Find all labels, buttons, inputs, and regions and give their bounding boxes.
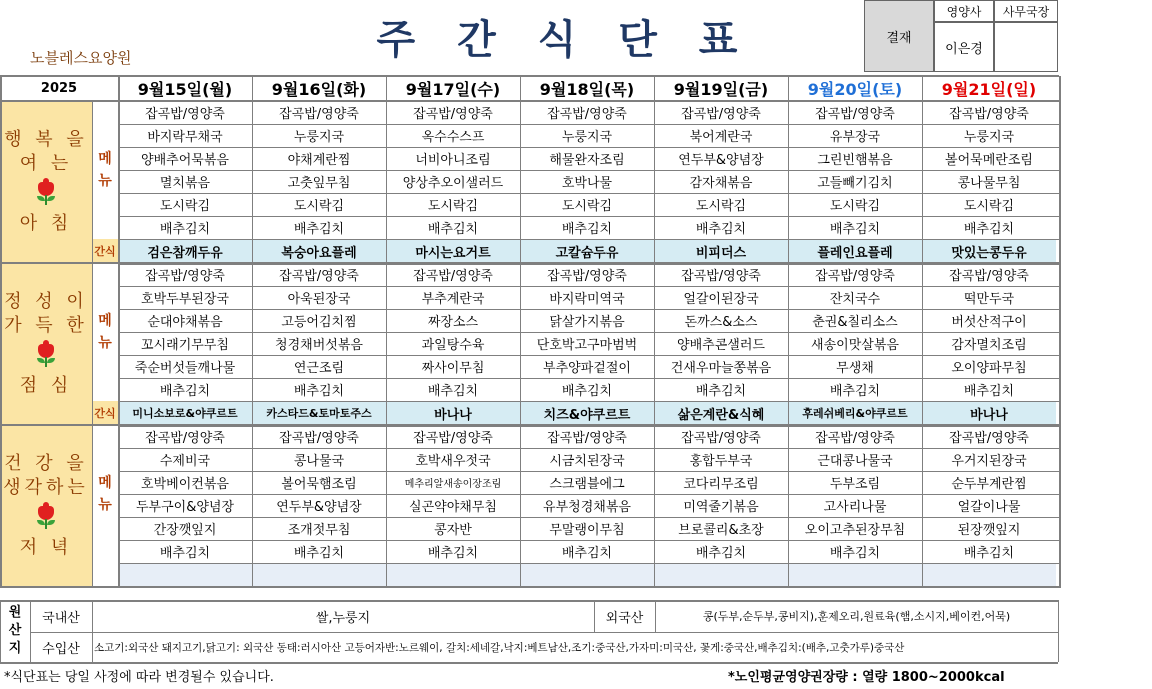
menu-cell: 배추김치 <box>829 222 881 237</box>
menu-cell: 브로콜리&초장 <box>678 523 764 538</box>
snack-cell: 검은참깨두유 <box>118 239 252 263</box>
snack-label: 간식 <box>92 401 118 425</box>
menu-cell: 도시락김 <box>427 199 479 214</box>
menu-cell: 우거지된장국 <box>951 454 1027 469</box>
side-text: 가 득 한 <box>4 315 88 336</box>
menu-cell: 두부구이&양념장 <box>135 500 235 515</box>
day-header: 9월20일(토) <box>807 80 903 99</box>
menu-cell: 호박새우젓국 <box>415 454 491 469</box>
vline <box>252 76 253 588</box>
menu-cell: 춘권&칠리소스 <box>812 315 898 330</box>
approval-signer-2 <box>994 22 1058 72</box>
snack-cell: 마시는요거트 <box>386 239 520 263</box>
menu-cell: 야채계란찜 <box>287 153 351 168</box>
snack-cell: 치즈&야쿠르트 <box>520 401 654 425</box>
snack-cell <box>520 563 654 586</box>
menu-cell: 고들빼기김치 <box>817 176 893 191</box>
snack-cell <box>118 563 252 586</box>
menu-cell: 잡곡밥/영양죽 <box>681 431 761 446</box>
menu-cell: 배추김치 <box>561 222 613 237</box>
domestic-value: 쌀,누룽지 <box>315 610 371 626</box>
menu-cell: 볼어묵햄조림 <box>281 477 357 492</box>
menu-cell: 닭살가지볶음 <box>549 315 625 330</box>
menu-cell: 오이양파무침 <box>951 361 1027 376</box>
menu-label-text: 메뉴 <box>98 475 112 513</box>
menu-cell: 근대콩나물국 <box>817 454 893 469</box>
menu-cell: 무말랭이무침 <box>549 523 625 538</box>
block-top-line <box>0 262 1059 264</box>
menu-cell: 단호박고구마범벅 <box>536 338 638 353</box>
origin-title-text: 원산지 <box>8 605 22 656</box>
side-text: 생각하는 <box>3 476 89 498</box>
menu-cell: 잡곡밥/영양죽 <box>279 431 359 446</box>
menu-label-text: 메뉴 <box>98 313 112 351</box>
menu-cell: 해물완자조림 <box>549 153 625 168</box>
menu-cell: 잡곡밥/영양죽 <box>949 269 1029 284</box>
menu-cell: 배추김치 <box>427 384 479 399</box>
row-line <box>118 517 1059 518</box>
menu-cell: 잡곡밥/영양죽 <box>413 431 493 446</box>
snack-cell <box>252 563 386 586</box>
row-line <box>118 286 1059 287</box>
menu-label <box>92 425 118 563</box>
snack-cell <box>922 563 1056 586</box>
day-header: 9월17일(수) <box>405 80 501 99</box>
approval-role-1: 영양사 <box>934 0 994 22</box>
row-line <box>118 494 1059 495</box>
block-top-line <box>0 424 1059 426</box>
menu-cell: 돈까스&소스 <box>684 315 758 330</box>
row-line <box>118 448 1059 449</box>
menu-cell: 유부장국 <box>829 130 881 145</box>
menu-cell: 된장깻잎지 <box>957 523 1021 538</box>
menu-cell: 잡곡밥/영양죽 <box>949 107 1029 122</box>
menu-cell: 콩나물무침 <box>957 176 1021 191</box>
menu-cell: 호박나물 <box>561 176 613 191</box>
menu-cell: 배추김치 <box>293 384 345 399</box>
menu-cell: 배추김치 <box>963 546 1015 561</box>
menu-cell: 도시락김 <box>695 199 747 214</box>
menu-cell: 잡곡밥/영양죽 <box>413 107 493 122</box>
side-text: 점 심 <box>19 375 73 396</box>
menu-label-text: 메뉴 <box>98 151 112 189</box>
menu-cell: 호박베이컨볶음 <box>141 477 229 492</box>
snack-cell: 바나나 <box>386 401 520 425</box>
menu-cell: 조개젓무침 <box>287 523 351 538</box>
snack-cell: 미니소보로&야쿠르트 <box>118 401 252 425</box>
menu-cell: 시금치된장국 <box>549 454 625 469</box>
import-label: 수입산 <box>42 641 80 657</box>
menu-cell: 잡곡밥/영양죽 <box>815 431 895 446</box>
menu-cell: 실곤약야채무침 <box>409 500 497 515</box>
meal-side-label <box>0 425 92 586</box>
row-line <box>118 355 1059 356</box>
vline <box>0 76 2 588</box>
tulip-icon <box>35 344 57 368</box>
row-line <box>118 309 1059 310</box>
domestic-label: 국내산 <box>42 610 80 626</box>
menu-cell: 꼬시래기무무침 <box>141 338 229 353</box>
snack-cell: 맛있는콩두유 <box>922 239 1056 263</box>
approval-role-2: 사무국장 <box>994 0 1058 22</box>
menu-cell: 배추김치 <box>695 546 747 561</box>
row-line <box>118 332 1059 333</box>
menu-cell: 누룽지국 <box>561 130 613 145</box>
row-line <box>118 147 1059 148</box>
menu-cell: 도시락김 <box>293 199 345 214</box>
menu-cell: 메추리알새송이장조림 <box>404 479 502 490</box>
menu-cell: 짜장소스 <box>427 315 479 330</box>
vline <box>788 76 789 588</box>
menu-cell: 순두부계란찜 <box>951 477 1027 492</box>
menu-cell: 부추양파겉절이 <box>543 361 631 376</box>
menu-cell: 잔치국수 <box>829 292 881 307</box>
block-top-line <box>0 100 1059 102</box>
menu-cell: 순대야채볶음 <box>147 315 223 330</box>
vline <box>1059 76 1061 588</box>
menu-cell: 배추김치 <box>159 222 211 237</box>
menu-label <box>92 263 118 401</box>
snack-cell: 삶은계란&식혜 <box>654 401 788 425</box>
menu-cell: 버섯산적구이 <box>951 315 1027 330</box>
snack-cell <box>788 563 922 586</box>
row-line <box>118 401 1059 402</box>
row-line <box>118 563 1059 564</box>
menu-cell: 잡곡밥/영양죽 <box>145 107 225 122</box>
vline <box>922 76 923 588</box>
day-header: 9월18일(목) <box>539 80 635 99</box>
menu-cell: 잡곡밥/영양죽 <box>279 269 359 284</box>
row-line <box>118 193 1059 194</box>
menu-cell: 떡만두국 <box>963 292 1015 307</box>
row-line <box>118 471 1059 472</box>
menu-cell: 고사리나물 <box>823 500 887 515</box>
snack-cell: 비피더스 <box>654 239 788 263</box>
menu-cell: 잡곡밥/영양죽 <box>547 107 627 122</box>
row-line <box>118 540 1059 541</box>
vline <box>520 76 521 588</box>
snack-cell: 후레쉬베리&야쿠르트 <box>788 401 922 425</box>
vline <box>386 76 387 588</box>
menu-cell: 배추김치 <box>159 546 211 561</box>
menu-cell: 잡곡밥/영양죽 <box>815 269 895 284</box>
menu-cell: 잡곡밥/영양죽 <box>145 269 225 284</box>
row-line <box>118 216 1059 217</box>
tulip-icon <box>35 506 57 530</box>
menu-cell: 코다리무조림 <box>683 477 759 492</box>
menu-cell: 양배추콘샐러드 <box>677 338 765 353</box>
menu-cell: 누룽지국 <box>293 130 345 145</box>
snack-cell: 고칼슘두유 <box>520 239 654 263</box>
menu-cell: 죽순버섯들깨나물 <box>134 361 236 376</box>
menu-cell: 배추김치 <box>695 222 747 237</box>
empty-row-label <box>92 563 118 586</box>
snack-cell: 복숭아요플레 <box>252 239 386 263</box>
menu-cell: 청경채버섯볶음 <box>275 338 363 353</box>
approval-label: 결재 <box>864 0 934 72</box>
vline <box>92 101 93 588</box>
menu-cell: 감자멸치조림 <box>951 338 1027 353</box>
org-name: 노블레스요양원 <box>30 48 132 67</box>
menu-cell: 배추김치 <box>427 222 479 237</box>
menu-cell: 배추김치 <box>561 384 613 399</box>
menu-cell: 누룽지국 <box>963 130 1015 145</box>
side-text: 건 강 을 <box>4 452 88 474</box>
menu-cell: 배추김치 <box>829 546 881 561</box>
menu-cell: 감자채볶음 <box>689 176 753 191</box>
menu-cell: 콩자반 <box>434 523 472 538</box>
side-text: 행 복 을 <box>4 129 88 150</box>
vline <box>1058 600 1059 662</box>
menu-cell: 잡곡밥/영양죽 <box>145 431 225 446</box>
row-line <box>118 378 1059 379</box>
menu-cell: 배추김치 <box>159 384 211 399</box>
menu-cell: 스크램블에그 <box>549 477 625 492</box>
menu-cell: 잡곡밥/영양죽 <box>279 107 359 122</box>
menu-cell: 과일탕수육 <box>421 338 485 353</box>
menu-cell: 고춧잎무침 <box>287 176 351 191</box>
menu-cell: 도시락김 <box>561 199 613 214</box>
footer-note-left: *식단표는 당일 사정에 따라 변경될수 있습니다. <box>4 669 274 685</box>
menu-cell: 북어계란국 <box>689 130 753 145</box>
menu-cell: 간장깻잎지 <box>153 523 217 538</box>
menu-cell: 배추김치 <box>829 384 881 399</box>
menu-cell: 잡곡밥/영양죽 <box>681 269 761 284</box>
import-value: 소고기:외국산 돼지고기,닭고기: 외국산 동태:러시아산 고등어자반:노르웨이, 갈치:세네갈,낙지:베트남산,조기:중국산,가자미:미국산, 꽃게:중국산,배추김치:(배추,고춧가루)중국산 <box>94 641 905 654</box>
menu-cell: 너비아니조림 <box>415 153 491 168</box>
tulip-icon <box>35 182 57 206</box>
menu-cell: 배추김치 <box>293 222 345 237</box>
row-line <box>118 239 1059 240</box>
vline <box>654 76 655 588</box>
foreign-value: 콩(두부,순두부,콩비지),훈제오리,원료육(햄,소시지,베이컨,어묵) <box>702 610 1011 623</box>
menu-cell: 잡곡밥/영양죽 <box>547 431 627 446</box>
menu-cell: 옥수수스프 <box>421 130 485 145</box>
foreign-label: 외국산 <box>605 610 644 626</box>
menu-cell: 새송이맛살볶음 <box>811 338 899 353</box>
menu-cell: 도시락김 <box>829 199 881 214</box>
menu-cell: 도시락김 <box>159 199 211 214</box>
approval-signer-1: 이은경 <box>934 22 994 72</box>
menu-cell: 미역줄기볶음 <box>683 500 759 515</box>
menu-cell: 부추계란국 <box>421 292 485 307</box>
menu-cell: 수제비국 <box>159 454 211 469</box>
snack-cell <box>654 563 788 586</box>
menu-cell: 무생채 <box>836 361 874 376</box>
snack-cell: 플레인요플레 <box>788 239 922 263</box>
menu-cell: 배추김치 <box>427 546 479 561</box>
menu-cell: 배추김치 <box>963 222 1015 237</box>
menu-cell: 잡곡밥/영양죽 <box>815 107 895 122</box>
day-header: 9월16일(화) <box>271 80 367 99</box>
menu-cell: 연근조림 <box>293 361 345 376</box>
menu-cell: 배추김치 <box>963 384 1015 399</box>
menu-cell: 얼갈이나물 <box>957 500 1021 515</box>
year-cell: 2025 <box>40 81 78 96</box>
snack-label: 간식 <box>92 239 118 263</box>
row-line <box>118 170 1059 171</box>
side-text: 저 녁 <box>19 536 73 558</box>
menu-cell: 배추김치 <box>561 546 613 561</box>
menu-cell: 얼갈이된장국 <box>683 292 759 307</box>
row-line <box>118 124 1059 125</box>
menu-cell: 콩나물국 <box>293 454 345 469</box>
menu-cell: 양배추어묵볶음 <box>141 153 229 168</box>
side-text: 아 침 <box>19 213 73 234</box>
meal-side-label <box>0 263 92 425</box>
menu-cell: 그린빈햄볶음 <box>817 153 893 168</box>
menu-cell: 잡곡밥/영양죽 <box>547 269 627 284</box>
menu-cell: 도시락김 <box>963 199 1015 214</box>
menu-cell: 오이고추된장무침 <box>804 523 906 538</box>
vline <box>118 76 120 588</box>
menu-cell: 아욱된장국 <box>287 292 351 307</box>
menu-cell: 고등어김치찜 <box>281 315 357 330</box>
meal-side-label <box>0 101 92 263</box>
snack-cell <box>386 563 520 586</box>
menu-cell: 배추김치 <box>695 384 747 399</box>
footer-note-right: *노인평균영양권장량 : 열량 1800~2000kcal <box>728 669 1005 685</box>
menu-cell: 호박두부된장국 <box>141 292 229 307</box>
menu-cell: 홍합두부국 <box>689 454 753 469</box>
menu-cell: 양상추오이샐러드 <box>402 176 504 191</box>
menu-cell: 짜사이무침 <box>421 361 485 376</box>
page-title: 주 간 식 단 표 <box>376 16 752 63</box>
menu-cell: 배추김치 <box>293 546 345 561</box>
side-text: 정 성 이 <box>4 291 88 312</box>
origin-title <box>0 600 30 662</box>
snack-cell: 카스타드&토마토주스 <box>252 401 386 425</box>
menu-cell: 유부청경채볶음 <box>543 500 631 515</box>
day-header: 9월19일(금) <box>673 80 769 99</box>
menu-cell: 바지락무채국 <box>147 130 223 145</box>
menu-cell: 볼어묵메란조림 <box>945 153 1033 168</box>
menu-cell: 잡곡밥/영양죽 <box>413 269 493 284</box>
menu-cell: 건새우마늘쫑볶음 <box>670 361 772 376</box>
menu-cell: 연두부&양념장 <box>678 153 764 168</box>
day-header: 9월15일(월) <box>137 80 233 99</box>
snack-bottom-line <box>0 586 1059 588</box>
snack-cell: 바나나 <box>922 401 1056 425</box>
menu-cell: 잡곡밥/영양죽 <box>681 107 761 122</box>
menu-cell: 바지락미역국 <box>549 292 625 307</box>
day-header: 9월21일(일) <box>941 80 1037 99</box>
menu-label <box>92 101 118 239</box>
side-text: 여 는 <box>19 153 73 174</box>
menu-cell: 잡곡밥/영양죽 <box>949 431 1029 446</box>
menu-cell: 두부조림 <box>829 477 881 492</box>
menu-cell: 멸치볶음 <box>159 176 211 191</box>
menu-cell: 연두부&양념장 <box>276 500 362 515</box>
